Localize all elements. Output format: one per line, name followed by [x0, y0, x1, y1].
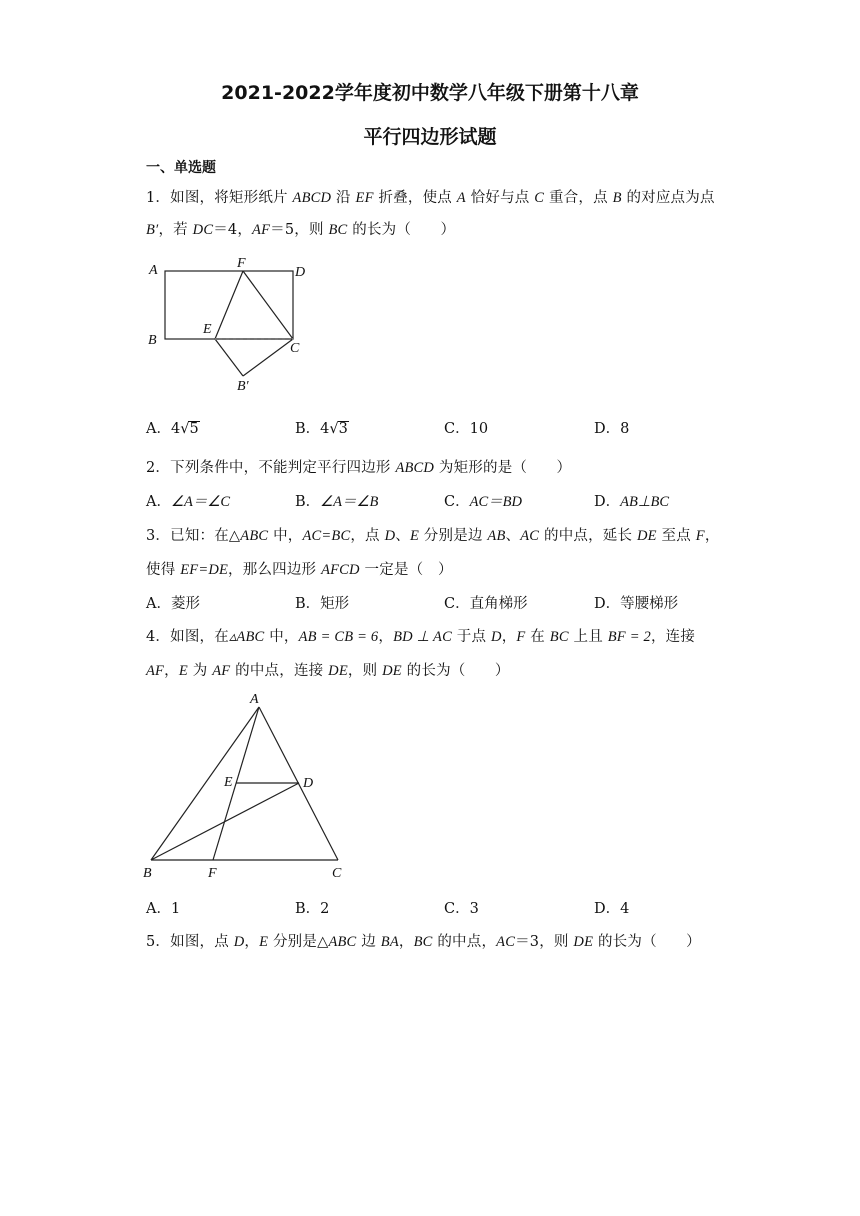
q4-option-a[interactable]: A．1: [146, 901, 181, 917]
q4-option-b[interactable]: B．2: [295, 901, 330, 917]
q1-option-c[interactable]: C．10: [444, 421, 489, 437]
q2-option-d[interactable]: D．AB⊥BC: [594, 494, 670, 510]
q1-label-d: D: [295, 265, 306, 280]
section-heading: 一、单选题: [146, 160, 216, 176]
question-1-text-line-2: B′，若 DC＝4，AF＝5，则 BC 的长为（ ）: [146, 222, 456, 238]
q1-label-b-prime: B′: [237, 379, 249, 394]
q4-label-e: E: [224, 775, 233, 790]
question-1-figure: [140, 252, 320, 397]
q4-label-d: D: [303, 776, 314, 791]
question-1-text-line-1: 1．如图，将矩形纸片 ABCD 沿 EF 折叠，使点 A 恰好与点 C 重合，点 B 的对应点为点: [146, 190, 715, 206]
q3-option-d[interactable]: D．等腰梯形: [594, 596, 679, 612]
q1-option-d[interactable]: D．8: [594, 421, 630, 437]
question-2-text: 2．下列条件中，不能判定平行四边形 ABCD 为矩形的是（ ）: [146, 460, 572, 476]
question-3-text-line-1: 3．已知：在△ABC 中，AC=BC，点 D、E 分别是边 AB、AC 的中点，延长 DE 至点 F，: [146, 528, 720, 544]
question-5-text: 5．如图，点 D，E 分别是△ABC 边 BA，BC 的中点，AC＝3，则 DE 的长为（ ）: [146, 934, 701, 950]
q1-label-f: F: [237, 256, 246, 271]
q1-label-e: E: [203, 322, 212, 337]
q3-option-c[interactable]: C．直角梯形: [444, 596, 528, 612]
question-4-text-line-1: 4．如图，在▵ABC 中，AB = CB = 6，BD ⊥ AC 于点 D，F 在 BC 上且 BF = 2，连接: [146, 629, 696, 645]
q4-option-d[interactable]: D．4: [594, 901, 630, 917]
question-4-figure: [138, 686, 358, 886]
q1-option-b[interactable]: B．4√3: [295, 421, 348, 437]
document-subtitle: 平行四边形试题: [363, 126, 497, 148]
q4-label-b: B: [143, 866, 152, 881]
q2-option-c[interactable]: C．AC＝BD: [444, 494, 522, 510]
q3-option-b[interactable]: B．矩形: [295, 596, 350, 612]
q4-label-f: F: [208, 866, 217, 881]
question-4-text-line-2: AF，E 为 AF 的中点，连接 DE，则 DE 的长为（ ）: [146, 663, 510, 679]
q4-label-a: A: [250, 692, 259, 707]
q2-option-a[interactable]: A．∠A＝∠C: [146, 494, 231, 510]
q1-option-a[interactable]: A．4√5: [146, 421, 199, 437]
q4-label-c: C: [332, 866, 342, 881]
question-3-text-line-2: 使得 EF=DE，那么四边形 AFCD 一定是（ ）: [146, 562, 453, 578]
q1-label-b: B: [148, 333, 157, 348]
q4-option-c[interactable]: C．3: [444, 901, 479, 917]
q1-label-a: A: [149, 263, 158, 278]
document-title: 2021-2022学年度初中数学八年级下册第十八章: [221, 82, 639, 104]
q1-label-c: C: [290, 341, 300, 356]
q2-option-b[interactable]: B．∠A＝∠B: [295, 494, 379, 510]
q3-option-a[interactable]: A．菱形: [146, 596, 200, 612]
